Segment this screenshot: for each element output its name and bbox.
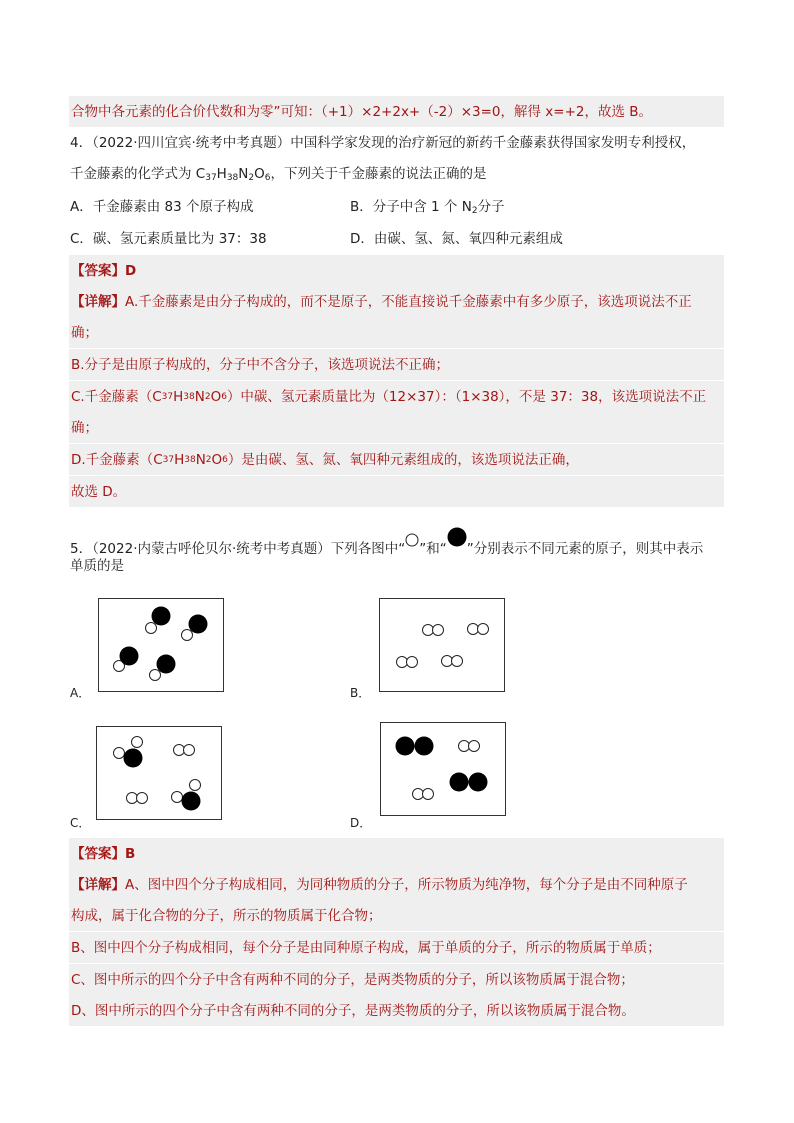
q5-answer: 【答案】 B xyxy=(69,838,724,869)
q4-option-a[interactable]: A．千金藤素由 83 个原子构成 xyxy=(70,199,254,215)
q5-option-d-label[interactable]: D． xyxy=(350,816,372,830)
q4-stem-line-1: 4．（2022·四川宜宾·统考中考真题）中国科学家发现的治疗新冠的新药千金藤素获得国家发明专利授权， xyxy=(70,135,696,151)
diagram-d-atoms xyxy=(381,723,505,815)
q5-option-b-label[interactable]: B． xyxy=(350,686,371,700)
q5-detail-line-3: B、图中四个分子构成相同，每个分子是由同种原子构成，属于单质的分子，所示的物质属于单质； xyxy=(69,932,724,963)
q5-stem-line-2: 单质的是 xyxy=(70,558,124,574)
q4-option-b[interactable]: B．分子中含 1 个 $N_2$分子 xyxy=(350,199,505,216)
black-atom-icon xyxy=(447,527,467,547)
diagram-c-atoms xyxy=(97,727,221,819)
q4-stem-line-2: 千金藤素的化学式为 $C_{37}H_{38}N_2O_6$，下列关于千金藤素的说法正确的是 xyxy=(70,166,487,183)
q5-diagram-c xyxy=(96,726,222,820)
q5-diagram-a xyxy=(98,598,224,692)
q4-detail-line-4: C.千金藤素（ C 37 H 38 N 2 O 6 ）中碳、氢元素质量比为（12×37）：（1×38），不是 37：38，该选项说法不正 xyxy=(69,381,724,412)
q4-option-d[interactable]: D．由碳、氢、氮、氧四种元素组成 xyxy=(350,231,563,247)
white-atom-icon xyxy=(405,533,419,547)
q5-detail-line-2: 构成，属于化合物的分子，所示的物质属于化合物； xyxy=(69,900,724,931)
diagram-a-atoms xyxy=(99,599,223,691)
q4-detail-line-5: 确； xyxy=(69,412,724,443)
q5-stem-line-1: 5．（2022·内蒙古呼伦贝尔·统考中考真题）下列各图中“ ”和“ ”分别表示不同元素的原子，则其中表示 xyxy=(70,527,703,558)
q5-diagram-d xyxy=(380,722,506,816)
q4-answer: 【答案】 D xyxy=(69,255,724,286)
q4-detail-line-3: B.分子是由原子构成的，分子中不含分子，该选项说法不正确； xyxy=(69,349,724,380)
diagram-b-atoms xyxy=(380,599,504,691)
q5-detail-line-1: 【详解】 A、图中四个分子构成相同，为同种物质的分子，所示物质为纯净物，每个分子是由不同种原子 xyxy=(69,869,724,900)
q5-option-a-label[interactable]: A． xyxy=(70,686,91,700)
q4-detail-line-1: 【详解】 A.千金藤素是由分子构成的，而不是原子，不能直接说千金藤素中有多少原子，该选项说法不正 xyxy=(69,286,724,317)
q5-option-c-label[interactable]: C． xyxy=(70,816,91,830)
q5-detail-line-4: C、图中所示的四个分子中含有两种不同的分子，是两类物质的分子，所以该物质属于混合物； xyxy=(69,964,724,995)
q4-detail-line-7: 故选 D。 xyxy=(69,476,724,507)
q4-option-c[interactable]: C．碳、氢元素质量比为 37：38 xyxy=(70,231,267,247)
q5-diagram-b xyxy=(379,598,505,692)
q5-detail-line-5: D、图中所示的四个分子中含有两种不同的分子，是两类物质的分子，所以该物质属于混合物。 xyxy=(69,995,724,1026)
q4-detail-line-6: D.千金藤素（ C 37 H 38 N 2 O 6 ）是由碳、氢、氮、氧四种元素组成的，该选项说法正确， xyxy=(69,444,724,475)
q4-detail-line-2: 确； xyxy=(69,317,724,348)
prev-detail-tail: 合物中各元素的化合价代数和为零”可知：（+1）×2+2x+（-2）×3=0，解得 x=+2，故选 B。 xyxy=(69,96,724,127)
